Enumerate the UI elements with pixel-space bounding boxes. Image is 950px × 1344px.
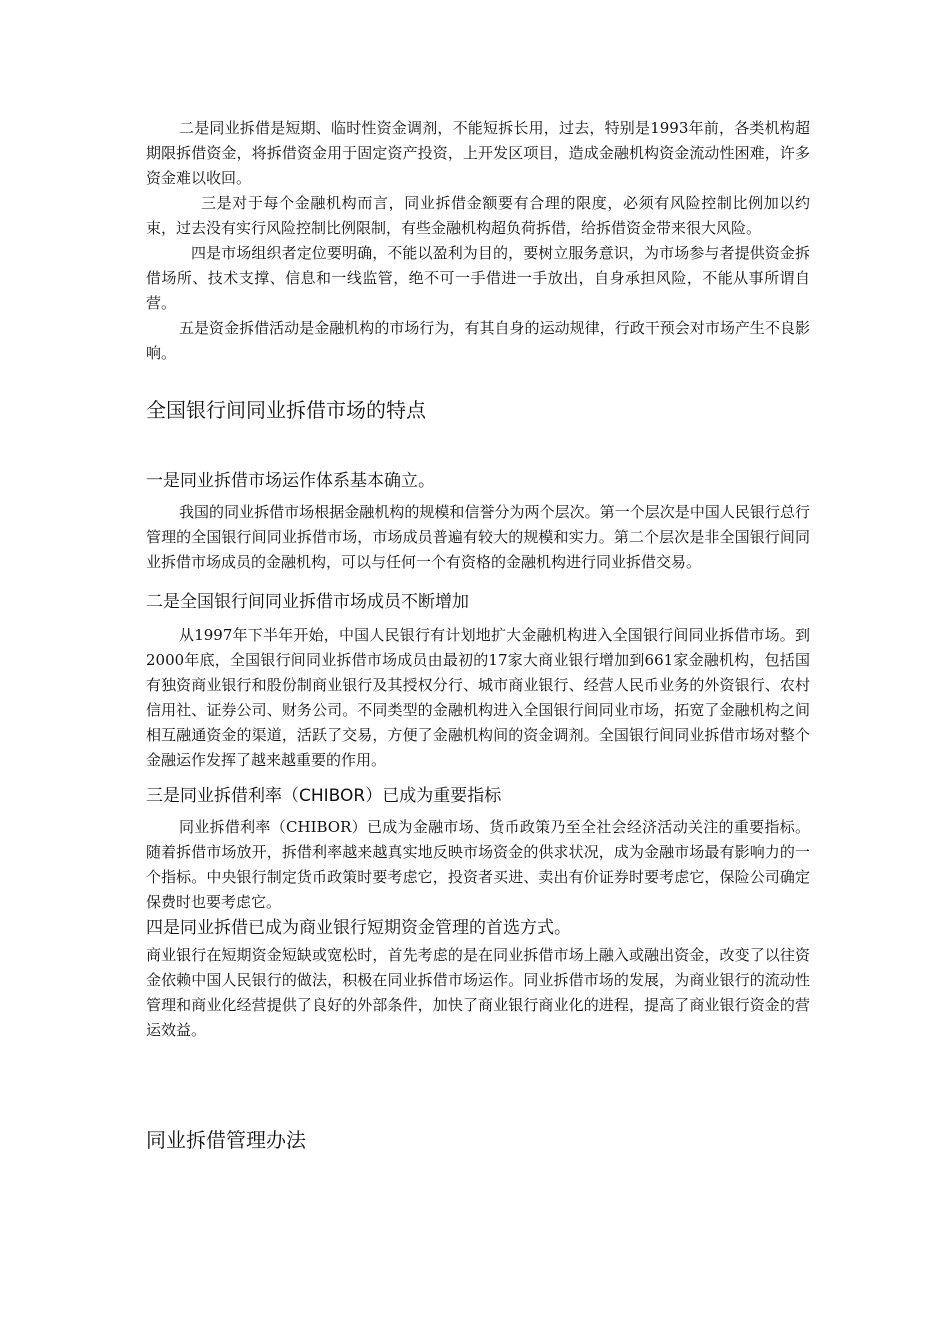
paragraph-point-5: 五是资金拆借活动是金融机构的市场行为，有其自身的运动规律，行政干预会对市场产生不良影响。 (146, 319, 810, 362)
heading-feature-4: 四是同业拆借已成为商业银行短期资金管理的首选方式。 (146, 918, 571, 938)
heading-feature-1: 一是同业拆借市场运作体系基本确立。 (146, 471, 435, 491)
section-title-features: 全国银行间同业拆借市场的特点 (146, 398, 426, 422)
paragraph-feature-1: 我国的同业拆借市场根据金融机构的规模和信誉分为两个层次。第一个层次是中国人民银行总行管理的全国银行间同业拆借市场，市场成员普遍有较大的规模和实力。第二个层次是非全国银行间同业拆借市场成员的金融机构，可以与任何一个有资格的金融机构进行同业拆借交易。 (146, 503, 810, 571)
paragraph-feature-3: 同业拆借利率（CHIBOR）已成为金融市场、货币政策乃至全社会经济活动关注的重要指标。随着拆借市场放开，拆借利率越来越真实地反映市场资金的供求状况，成为金融市场最有影响力的一个指标。中央银行制定货币政策时要考虑它，投资者买进、卖出有价证券时要考虑它，保险公司确定保费时也要考虑它。 (146, 818, 810, 911)
section-title-management: 同业拆借管理办法 (146, 1128, 306, 1152)
paragraph-feature-2: 从1997年下半年开始，中国人民银行有计划地扩大金融机构进入全国银行间同业拆借市场。到2000年底，全国银行间同业拆借市场成员由最初的17家大商业银行增加到661家金融机构，包括国有独资商业银行和股份制商业银行及其授权分行、城市商业银行、经营人民币业务的外资银行、农村信用社、证券公司、财务公司。不同类型的金融机构进入全国银行间同业市场，拓宽了金融机构之间相互融通资金的渠道，活跃了交易，方便了金融机构间的资金调剂。全国银行间同业拆借市场对整个金融运作发挥了越来越重要的作用。 (146, 626, 810, 769)
heading-feature-3: 三是同业拆借利率（CHIBOR）已成为重要指标 (146, 786, 502, 806)
heading-feature-2: 二是全国银行间同业拆借市场成员不断增加 (146, 592, 469, 612)
document-page (146, 116, 810, 1154)
paragraph-point-2: 二是同业拆借是短期、临时性资金调剂，不能短拆长用，过去，特别是1993年前，各类机构超期限拆借资金，将拆借资金用于固定资产投资，上开发区项目，造成金融机构资金流动性困难，许多资金难以收回。 (146, 119, 810, 187)
paragraph-point-4: 四是市场组织者定位要明确，不能以盈利为目的，要树立服务意识，为市场参与者提供资金拆借场所、技术支撑、信息和一线监管，绝不可一手借进一手放出，自身承担风险，不能从事所谓自营。 (146, 244, 810, 312)
paragraph-feature-4: 商业银行在短期资金短缺或宽松时，首先考虑的是在同业拆借市场上融入或融出资金，改变了以往资金依赖中国人民银行的做法，积极在同业拆借市场运作。同业拆借市场的发展，为商业银行的流动性管理和商业化经营提供了良好的外部条件，加快了商业银行商业化的进程，提高了商业银行资金的营运效益。 (146, 946, 810, 1039)
paragraph-point-3: 三是对于每个金融机构而言，同业拆借金额要有合理的限度，必须有风险控制比例加以约束，过去没有实行风险控制比例限制，有些金融机构超负荷拆借，给拆借资金带来很大风险。 (146, 194, 810, 237)
